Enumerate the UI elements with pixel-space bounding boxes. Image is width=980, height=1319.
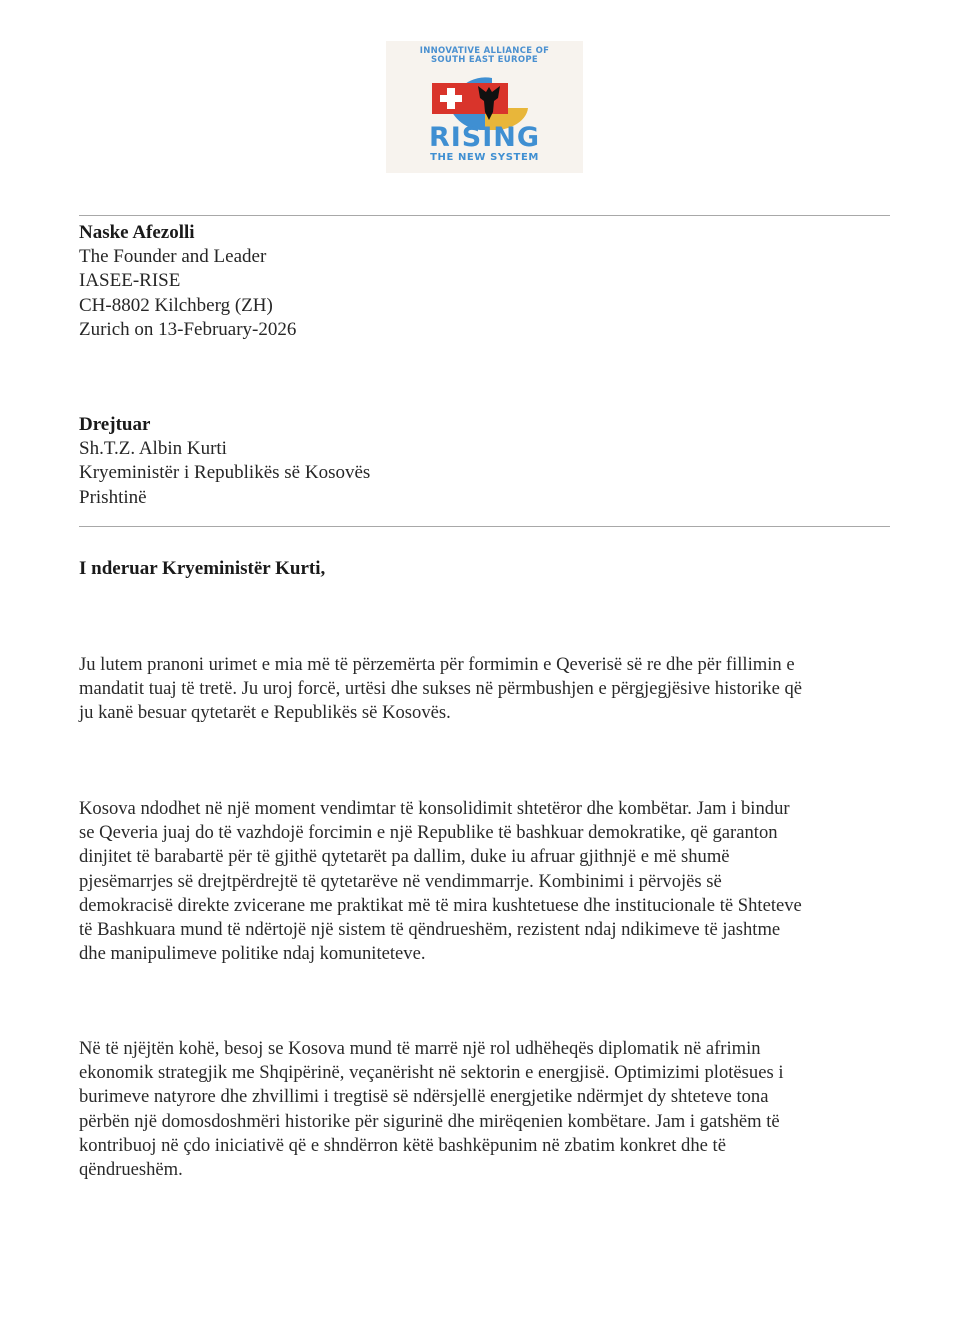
- header-divider: [79, 215, 890, 216]
- organization-logo: [386, 41, 583, 173]
- paragraph-line: mandatit tuaj të tretë. Ju uroj forcë, urtësi dhe sukses në përmbushjen e përgjegjësive historike që: [79, 678, 803, 700]
- paragraph-line: Në të njëjtën kohë, besoj se Kosova mund të marrë një rol udhëheqës diplomatik në afrimin: [79, 1038, 761, 1059]
- sender-name: Naske Afezolli: [79, 222, 195, 243]
- sender-address: CH-8802 Kilchberg (ZH): [79, 294, 273, 316]
- paragraph-line: demokracisë direkte zvicerane me praktikat më të mira kushtetuese dhe institucionale të Shteteve: [79, 894, 802, 916]
- recipient-city: Prishtinë: [79, 486, 147, 508]
- paragraph-line: Ju lutem pranoni urimet e mia më të përzemërta për formimin e Qeverisë së re dhe për fillimin e: [79, 654, 795, 675]
- sender-place-date: Zurich on 13-February-2026: [79, 318, 297, 340]
- flags-emblem-icon: [430, 68, 540, 130]
- sender-organization: IASEE-RISE: [79, 270, 181, 292]
- sender-block: [79, 221, 296, 342]
- paragraph-line: dinjitet të barabartë për të gjithë qytetarët pa dallim, duke iu afruar gjithnjë e më shumë: [79, 846, 730, 868]
- paragraph-line: ju kanë besuar qytetarët e Republikës së Kosovës.: [79, 702, 451, 724]
- paragraph-line: përbën një domosdoshmëri historike për sigurinë dhe mirëqenien kombëtare. Jam i gatshëm të: [79, 1110, 780, 1132]
- paragraph-line: kontribuoj në çdo iniciativë që e shndërron këtë bashkëpunim në zbatim konkret dhe të: [79, 1134, 726, 1156]
- sender-role: The Founder and Leader: [79, 246, 267, 268]
- logo-subtitle: THE NEW SYSTEM: [430, 152, 539, 163]
- salutation: I nderuar Kryeministër Kurti,: [79, 558, 326, 579]
- body-paragraph-2: [79, 797, 899, 966]
- address-divider: [79, 526, 890, 527]
- recipient-block: [79, 413, 370, 510]
- paragraph-line: qëndrueshëm.: [79, 1159, 183, 1181]
- body-paragraph-3: [79, 1037, 899, 1182]
- logo-title: RISING: [428, 122, 541, 153]
- paragraph-line: ekonomik strategjik me Shqipërinë, veçanërisht në sektorin e energjisë. Optimizimi plotësues i: [79, 1062, 784, 1084]
- paragraph-line: të Bashkuara mund të ndërtojë një sistem të qëndrueshëm, rezistent ndaj ndikimeve të jashtme: [79, 919, 781, 941]
- paragraph-line: dhe manipulimeve politike ndaj komuniteteve.: [79, 943, 426, 965]
- recipient-name: Sh.T.Z. Albin Kurti: [79, 438, 227, 460]
- paragraph-line: se Qeveria juaj do të vazhdojë forcimin e një Republike të bashkuar demokratike, që garanton: [79, 822, 778, 844]
- paragraph-line: Kosova ndodhet në një moment vendimtar të konsolidimit shtetëror dhe kombëtar. Jam i bindur: [79, 798, 790, 819]
- logo-tagline-line1: INNOVATIVE ALLIANCE OF: [419, 46, 550, 56]
- body-paragraph-1: [79, 653, 899, 726]
- paragraph-line: pjesëmarrjes së drejtpërdrejtë të qytetarëve në vendimmarrje. Kombinimi i përvojës së: [79, 870, 722, 892]
- logo-tagline-line2: SOUTH EAST EUROPE: [430, 55, 538, 65]
- paragraph-line: burimeve natyrore dhe zhvillimi i tregtisë së ndërsjellë energjetike ndërmjet dy shteteve tona: [79, 1086, 769, 1108]
- recipient-heading: Drejtuar: [79, 414, 151, 435]
- recipient-title: Kryeministër i Republikës së Kosovës: [79, 462, 371, 484]
